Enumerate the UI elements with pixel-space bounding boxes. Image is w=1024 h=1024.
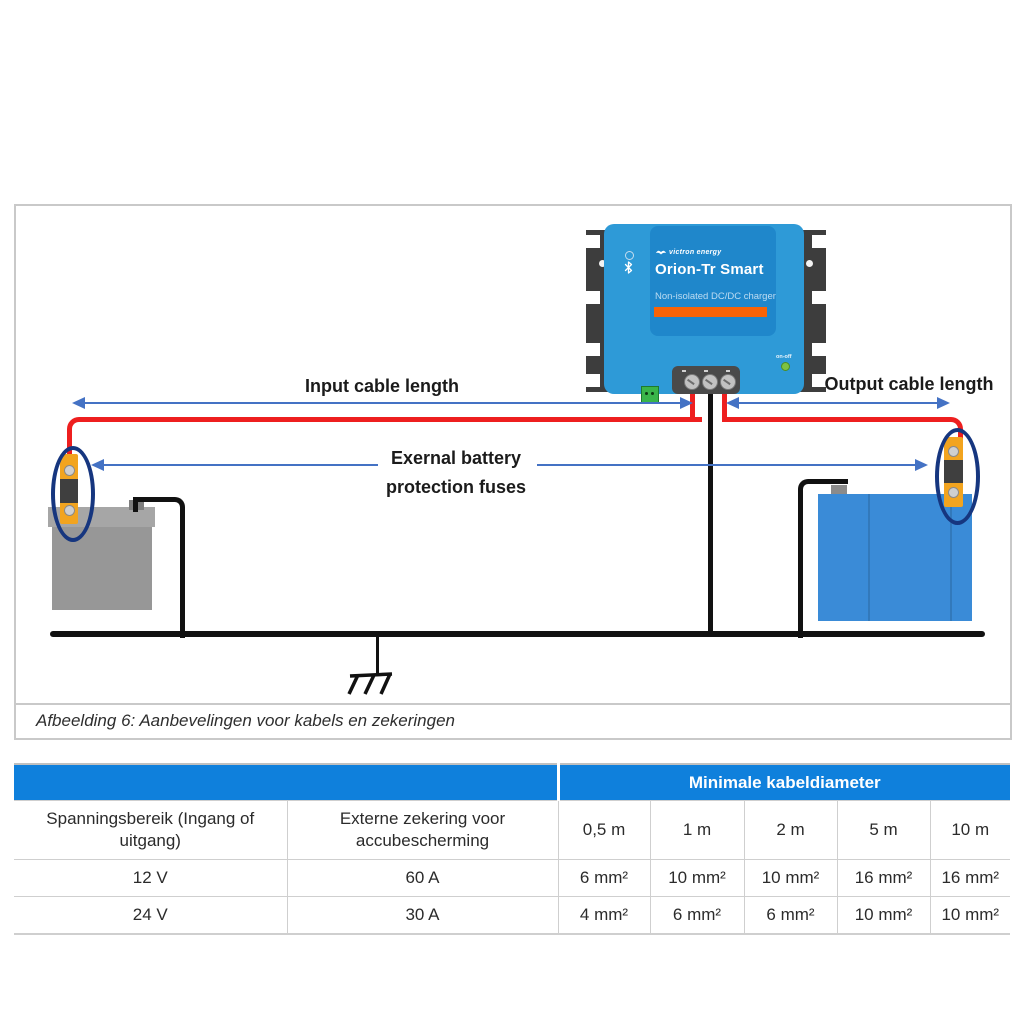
earth-ground-icon: [346, 671, 394, 697]
cell: 10 mm²: [930, 897, 1010, 935]
left-fuse-highlight-circle: [51, 446, 95, 542]
cell: 60 A: [287, 860, 558, 897]
col-header: 10 m: [930, 801, 1010, 860]
power-led: [781, 362, 790, 371]
flange-slot: [586, 374, 600, 387]
flange-slot: [586, 291, 600, 304]
group-header-cell: Minimale kabeldiameter: [558, 764, 1010, 801]
col-header: Externe zekering voor accubescherming: [287, 801, 558, 860]
on-off-label: on-off: [776, 354, 792, 360]
output-red-cable: [722, 417, 963, 458]
brand-text: victron energy: [669, 249, 722, 256]
arrowhead-right-icon: [680, 397, 693, 409]
cell: 24 V: [14, 897, 287, 935]
table-group-header-row: [14, 764, 1010, 801]
flange-slot: [812, 343, 826, 356]
cell: 30 A: [287, 897, 558, 935]
ground-bus-bar: [50, 631, 985, 637]
flange-slot: [812, 291, 826, 304]
remote-connector: [641, 386, 659, 403]
caption-separator: [16, 703, 1010, 705]
terminal-mark: [704, 370, 708, 372]
terminal-screw-gnd: [702, 374, 718, 390]
terminal-screw-in: [684, 374, 700, 390]
table-header-row: [14, 801, 1010, 860]
fuse-arrow-line-right: [537, 464, 915, 466]
cell: 12 V: [14, 860, 287, 897]
right-battery-minus-cable: [798, 479, 848, 638]
right-fuse-highlight-circle: [935, 428, 980, 525]
arrowhead-left-icon: [91, 459, 104, 471]
fuses-label-line2: protection fuses: [385, 477, 527, 497]
ground-cable-center: [708, 392, 713, 633]
cell: 6 mm²: [744, 897, 837, 935]
terminal-mark: [682, 370, 686, 372]
table-row: [14, 860, 1010, 897]
brand-row: [656, 249, 721, 256]
flange-slot: [812, 235, 826, 248]
victron-logo-icon: [656, 249, 666, 256]
arrowhead-left-icon: [72, 397, 85, 409]
col-header: Spanningsbereik (Ingang of uitgang): [14, 801, 287, 860]
flange-hole: [806, 260, 813, 267]
cell: 10 mm²: [650, 860, 744, 897]
bluetooth-icon: [624, 261, 633, 274]
col-header: 5 m: [837, 801, 930, 860]
ground-stem: [376, 637, 379, 675]
cell: 10 mm²: [837, 897, 930, 935]
terminal-block: [672, 366, 740, 394]
table-row: [14, 897, 1010, 935]
arrowhead-left-icon: [726, 397, 739, 409]
blue-header-spacer: [14, 764, 558, 801]
figure-caption: Afbeelding 6: Aanbevelingen voor kabels en zekeringen: [36, 711, 455, 730]
output-length-arrow-line: [738, 402, 938, 404]
col-header: 0,5 m: [558, 801, 650, 860]
fuses-label: [371, 444, 541, 502]
fuses-label-line1: Exernal battery: [390, 448, 522, 468]
figure-box: [14, 204, 1012, 740]
left-battery-minus-cable: [133, 497, 185, 638]
orion-device-label-panel: [650, 226, 776, 336]
fuse-arrow-line-left: [103, 464, 378, 466]
terminal-mark: [726, 370, 730, 372]
left-battery-minus-stub: [133, 501, 138, 512]
input-length-arrow-line: [84, 402, 680, 404]
col-header: 1 m: [650, 801, 744, 860]
input-cable-length-label: Input cable length: [304, 376, 459, 396]
cell: 16 mm²: [837, 860, 930, 897]
arrowhead-right-icon: [915, 459, 928, 471]
device-subtitle: Non-isolated DC/DC charger: [655, 291, 776, 302]
flange-slot: [586, 343, 600, 356]
cell: 4 mm²: [558, 897, 650, 935]
status-led: [625, 251, 634, 260]
cable-diameter-table: [14, 763, 1010, 935]
cell: 16 mm²: [930, 860, 1010, 897]
terminal-screw-out: [720, 374, 736, 390]
cell: 6 mm²: [558, 860, 650, 897]
battery-seam: [868, 494, 870, 621]
flange-slot: [586, 235, 600, 248]
device-model-name: Orion-Tr Smart: [655, 261, 764, 278]
cell: 6 mm²: [650, 897, 744, 935]
col-header: 2 m: [744, 801, 837, 860]
cell: 10 mm²: [744, 860, 837, 897]
output-cable-length-label: Output cable length: [824, 374, 994, 394]
device-orange-bar: [654, 307, 767, 317]
